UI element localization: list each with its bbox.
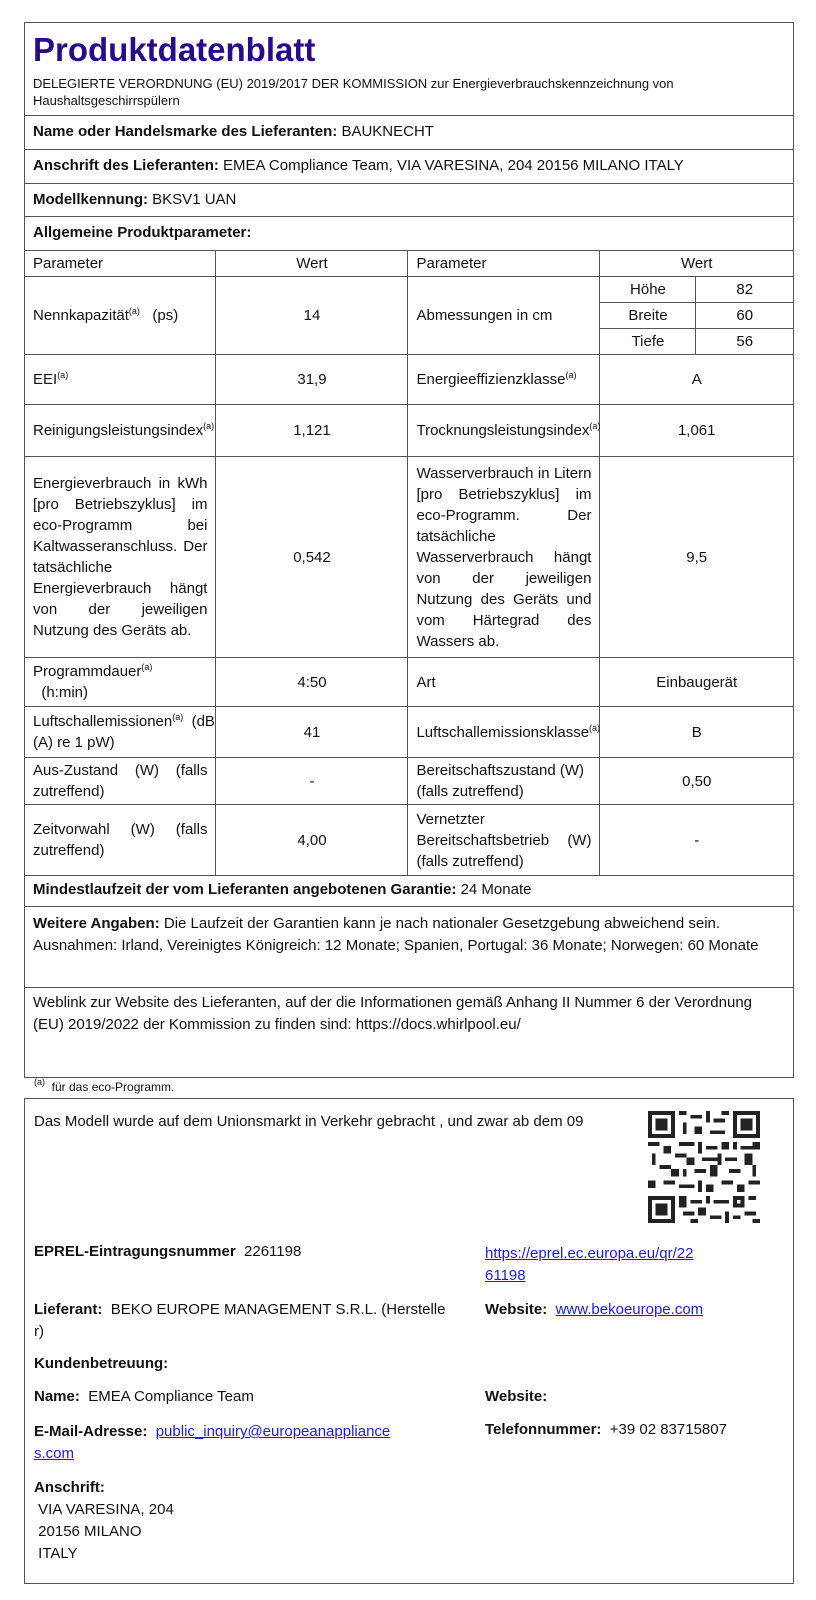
capacity-label-cell (25, 277, 216, 355)
address-line-3: ITALY (38, 1545, 78, 1562)
phone-label: Telefonnummer: (485, 1421, 602, 1438)
networked-standby-label: Vernetzter Bereitschaftsbetrieb (W) (falls zutreffend) (408, 805, 600, 876)
general-parameters-row (25, 216, 793, 250)
footnote-text: für das eco-Programm. (51, 1080, 175, 1094)
table-row (25, 707, 793, 758)
capacity-label: Nennkapazität (33, 307, 129, 324)
phone-value: +39 02 83715807 (609, 1421, 727, 1438)
supplier-label: Name oder Handelsmarke des Lieferanten: (33, 123, 338, 140)
delay-start-value: 4,00 (216, 805, 408, 876)
email-link-line1[interactable]: public_inquiry@europeanappliance (155, 1423, 391, 1440)
page-title: Produktdatenblatt (33, 31, 316, 68)
address-label: Anschrift des Lieferanten: (33, 157, 219, 174)
footnote-mark: (a) (203, 421, 215, 431)
depth-label: Tiefe (600, 329, 696, 355)
cleaning-index-value: 1,121 (216, 405, 408, 457)
noise-label-cell (25, 707, 216, 758)
warranty-value: 24 Monate (460, 881, 532, 898)
supplier-row (25, 115, 793, 149)
dimensions-label: Abmessungen in cm (408, 277, 600, 355)
programme-duration-label-cell (25, 658, 216, 707)
table-header-row (25, 251, 793, 277)
model-label: Modellkennung: (33, 191, 148, 208)
energy-class-label-cell (408, 355, 600, 405)
registration-label: EPREL-Eintragungsnummer (34, 1243, 236, 1260)
email-label: E-Mail-Adresse: (34, 1423, 148, 1440)
contact-name-value: EMEA Compliance Team (88, 1388, 254, 1405)
eprel-supplier-value-cont: r) (34, 1323, 44, 1340)
regulation-subtitle: DELEGIERTE VERORDNUNG (EU) 2019/2017 DER KOMMISSION zur Energieverbrauchskennzeichnung von Haushaltsgeschirrspülern (33, 76, 674, 108)
header-value: Wert (600, 251, 793, 277)
contact-address (34, 1477, 174, 1565)
weblink-text: Weblink zur Website des Lieferanten, auf der die Informationen gemäß Anhang II Nummer 6 der Verordnung (EU) 2019/2022 der Kommission zu finden sind: (33, 994, 753, 1033)
address-line-2: 20156 MILANO (38, 1523, 142, 1540)
eprel-registration (34, 1243, 301, 1260)
further-info-row (25, 906, 793, 987)
table-row (25, 805, 793, 876)
noise-label: Luftschallemissionen (33, 713, 173, 730)
delay-start-label: Zeitvorwahl (W) (falls zutreffend) (25, 805, 216, 876)
customer-service-heading (34, 1355, 168, 1372)
capacity-unit: (ps) (152, 307, 179, 324)
drying-index-value: 1,061 (600, 405, 793, 457)
supplier-value: BAUKNECHT (341, 123, 434, 140)
off-mode-value: - (216, 758, 408, 805)
eprel-website (485, 1299, 703, 1321)
footnote (34, 1077, 175, 1094)
header-parameter: Parameter (25, 251, 216, 277)
width-value: 60 (696, 303, 793, 329)
footnote-mark: (a) (128, 306, 140, 316)
energy-consumption-label: Energieverbrauch in kWh [pro Betriebszyklus] im eco-Programm bei Kaltwasseranschluss. Der tatsächliche Energieverbrauch hängt von der jeweiligen Nutzung des Geräts ab. (25, 457, 216, 658)
eei-label-cell (25, 355, 216, 405)
table-row (25, 457, 793, 658)
footnote-mark: (a) (34, 1077, 45, 1087)
contact-name-label: Name: (34, 1388, 80, 1405)
footnote-mark: (a) (565, 370, 577, 380)
eprel-supplier-value: BEKO EUROPE MANAGEMENT S.R.L. (Herstelle (110, 1301, 446, 1318)
registration-link-line2[interactable]: 61198 (485, 1267, 526, 1284)
email-link-line2[interactable]: s.com (34, 1445, 75, 1462)
table-row (25, 658, 793, 707)
registration-value: 2261198 (244, 1243, 302, 1260)
programme-duration-unit: (h:min) (41, 684, 89, 701)
contact-website (485, 1388, 547, 1405)
footnote-mark: (a) (172, 712, 184, 722)
footnote-mark: (a) (57, 370, 69, 380)
address-line-1: VIA VARESINA, 204 (38, 1501, 174, 1518)
water-consumption-value: 9,5 (600, 457, 793, 658)
contact-phone (485, 1421, 727, 1438)
qr-code-icon (648, 1111, 760, 1223)
capacity-value: 14 (216, 277, 408, 355)
header-value: Wert (216, 251, 408, 277)
product-data-sheet (24, 22, 794, 1078)
table-row (25, 758, 793, 805)
type-label: Art (408, 658, 600, 707)
energy-class-label: Energieeffizienzklasse (416, 371, 566, 388)
height-value: 82 (696, 277, 793, 303)
drying-index-label-cell (408, 405, 600, 457)
noise-class-label: Luftschallemissionsklasse (416, 723, 590, 741)
contact-name (34, 1388, 254, 1405)
height-label: Höhe (600, 277, 696, 303)
contact-email (34, 1421, 390, 1465)
warranty-row (25, 876, 793, 906)
cleaning-index-label: Reinigungsleistungsindex (33, 422, 204, 439)
supplier-address-row (25, 149, 793, 183)
standby-value: 0,50 (600, 758, 793, 805)
further-info-value: Die Laufzeit der Garantien kann je nach nationaler Gesetzgebung abweichend sein. Ausnahmen: Irland, Vereinigtes Königreich: 12 Monate; Spanien, Portugal: 36 Monate; Norwegen: 60 Monate (33, 915, 759, 954)
website-link[interactable]: www.bekoeurope.com (555, 1301, 704, 1318)
customer-service-label: Kundenbetreuung: (34, 1355, 169, 1372)
type-value: Einbaugerät (600, 658, 793, 707)
width-label: Breite (600, 303, 696, 329)
parameters-table (25, 250, 793, 876)
programme-duration-label: Programmdauer (33, 663, 142, 680)
market-text: Das Modell wurde auf dem Unionsmarkt in Verkehr gebracht , und zwar ab dem 09 (34, 1113, 584, 1130)
model-value: BKSV1 UAN (152, 191, 237, 208)
registration-link[interactable] (485, 1243, 693, 1287)
drying-index-label: Trocknungsleistungsindex (416, 422, 590, 439)
networked-standby-value: - (600, 805, 793, 876)
address-value: EMEA Compliance Team, VIA VARESINA, 204 20156 MILANO ITALY (223, 157, 684, 174)
noise-class-value: B (600, 707, 793, 758)
table-row (25, 405, 793, 457)
cleaning-index-label-cell (25, 405, 216, 457)
water-consumption-label: Wasserverbrauch in Litern [pro Betriebszyklus] im eco-Programm. Der tatsächliche Wasserverbrauch hängt von der jeweiligen Nutzung des Geräts und vom Härtegrad des Wassers ab. (408, 457, 600, 658)
general-parameters-label: Allgemeine Produktparameter: (33, 224, 252, 241)
standby-label: Bereitschaftszustand (W) (falls zutreffend) (408, 758, 600, 805)
programme-duration-value: 4:50 (216, 658, 408, 707)
contact-website-label: Website: (485, 1388, 548, 1405)
energy-class-value: A (600, 355, 793, 405)
weblink-row (25, 987, 793, 1036)
header-parameter: Parameter (408, 251, 600, 277)
noise-unit: (dB (A) re 1 pW) (33, 713, 215, 751)
further-info-label: Weitere Angaben: (33, 915, 160, 932)
eei-value: 31,9 (216, 355, 408, 405)
model-row (25, 183, 793, 216)
depth-value: 56 (696, 329, 793, 355)
eprel-supplier-label: Lieferant: (34, 1301, 103, 1318)
registration-link-line1[interactable]: https://eprel.ec.europa.eu/qr/22 (485, 1245, 694, 1262)
energy-consumption-value: 0,542 (216, 457, 408, 658)
noise-value: 41 (216, 707, 408, 758)
footnote-mark: (a) (589, 722, 601, 733)
weblink-url[interactable]: https://docs.whirlpool.eu/ (355, 1016, 521, 1033)
eprel-supplier (34, 1299, 474, 1343)
eei-label: EEI (33, 371, 58, 388)
footnote-mark: (a) (589, 421, 601, 431)
contact-address-label: Anschrift: (34, 1479, 105, 1496)
website-label: Website: (485, 1301, 548, 1318)
off-mode-label: Aus-Zustand (W) (falls zutreffend) (25, 758, 216, 805)
noise-class-label-cell (408, 707, 600, 758)
footnote-mark: (a) (141, 662, 153, 672)
table-row (25, 355, 793, 405)
table-row (25, 277, 793, 303)
warranty-label: Mindestlaufzeit der vom Lieferanten angebotenen Garantie: (33, 881, 457, 898)
